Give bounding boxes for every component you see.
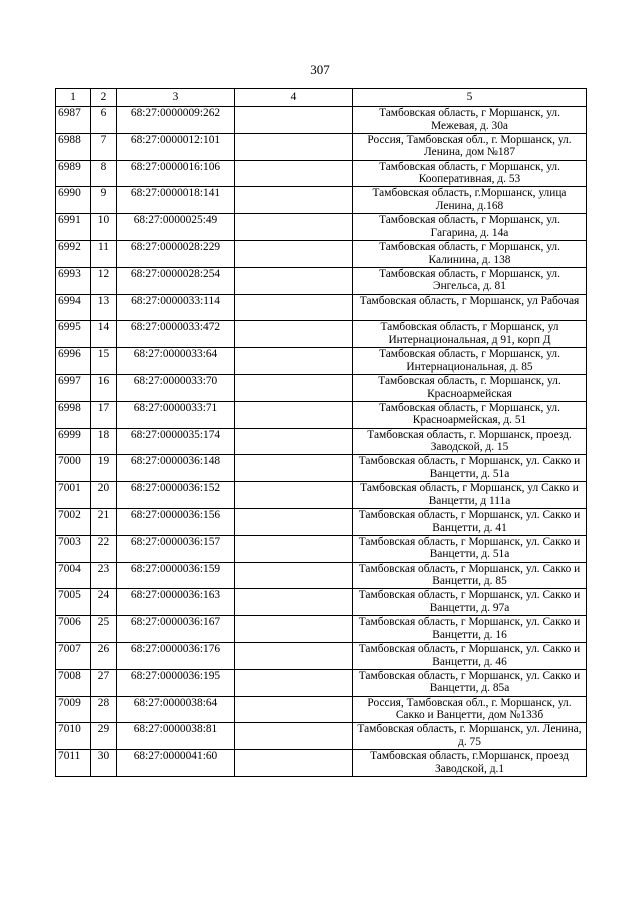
cadastral-number-cell: 68:27:0000036:157	[117, 535, 235, 562]
record-number-cell: 7000	[56, 455, 91, 482]
address-cell: Россия, Тамбовская обл., г. Моршанск, ул. Сакко и Ванцетти, дом №133б	[353, 696, 587, 723]
column-4-cell	[235, 428, 353, 455]
record-number-cell: 6994	[56, 294, 91, 321]
record-number-cell: 6997	[56, 374, 91, 401]
address-cell: Тамбовская область, г Моршанск, ул Рабочая	[353, 294, 587, 321]
index-cell: 10	[91, 214, 117, 241]
address-cell: Тамбовская область, г Моршанск, ул Интернациональная, д 91, корп Д	[353, 321, 587, 348]
table-row	[56, 562, 587, 589]
cadastral-number-cell: 68:27:0000036:156	[117, 508, 235, 535]
address-cell: Тамбовская область, г Моршанск, ул. Сакко и Ванцетти, д. 97а	[353, 589, 587, 616]
index-cell: 13	[91, 294, 117, 321]
table-row	[56, 616, 587, 643]
table-row	[56, 589, 587, 616]
index-cell: 24	[91, 589, 117, 616]
table-row	[56, 240, 587, 267]
record-number-cell: 6990	[56, 187, 91, 214]
cadastral-number-cell: 68:27:0000018:141	[117, 187, 235, 214]
column-4-cell	[235, 214, 353, 241]
record-number-cell: 6998	[56, 401, 91, 428]
table-row	[56, 214, 587, 241]
column-4-cell	[235, 723, 353, 750]
record-number-cell: 6995	[56, 321, 91, 348]
cadastral-number-cell: 68:27:0000033:71	[117, 401, 235, 428]
address-cell: Тамбовская область, г Моршанск, ул. Сакко и Ванцетти, д. 85а	[353, 669, 587, 696]
address-cell: Тамбовская область, г Моршанск, ул. Сакко и Ванцетти, д. 41	[353, 508, 587, 535]
table-row	[56, 723, 587, 750]
record-number-cell: 6988	[56, 133, 91, 160]
column-header: 3	[117, 89, 235, 107]
record-number-cell: 6996	[56, 348, 91, 375]
column-4-cell	[235, 642, 353, 669]
index-cell: 11	[91, 240, 117, 267]
record-number-cell: 7010	[56, 723, 91, 750]
index-cell: 28	[91, 696, 117, 723]
record-number-cell: 7006	[56, 616, 91, 643]
column-4-cell	[235, 508, 353, 535]
address-cell: Тамбовская область, г Моршанск, ул. Гагарина, д. 14а	[353, 214, 587, 241]
column-4-cell	[235, 187, 353, 214]
cadastral-number-cell: 68:27:0000036:163	[117, 589, 235, 616]
table-row	[56, 374, 587, 401]
column-4-cell	[235, 294, 353, 321]
address-cell: Тамбовская область, г. Моршанск, проезд. Заводской, д. 15	[353, 428, 587, 455]
record-number-cell: 7004	[56, 562, 91, 589]
record-number-cell: 6993	[56, 267, 91, 294]
column-4-cell	[235, 562, 353, 589]
registry-table	[55, 88, 587, 777]
table-row	[56, 321, 587, 348]
index-cell: 14	[91, 321, 117, 348]
record-number-cell: 7008	[56, 669, 91, 696]
table-row	[56, 642, 587, 669]
cadastral-number-cell: 68:27:0000009:262	[117, 107, 235, 134]
index-cell: 29	[91, 723, 117, 750]
table-row	[56, 696, 587, 723]
column-4-cell	[235, 321, 353, 348]
table-row	[56, 160, 587, 187]
cadastral-number-cell: 68:27:0000038:81	[117, 723, 235, 750]
table-row	[56, 294, 587, 321]
table-row	[56, 750, 587, 777]
index-cell: 23	[91, 562, 117, 589]
cadastral-number-cell: 68:27:0000041:60	[117, 750, 235, 777]
column-header: 2	[91, 89, 117, 107]
table-row	[56, 348, 587, 375]
address-cell: Тамбовская область, г. Моршанск, ул. Ленина, д. 75	[353, 723, 587, 750]
cadastral-number-cell: 68:27:0000033:70	[117, 374, 235, 401]
record-number-cell: 6989	[56, 160, 91, 187]
cadastral-number-cell: 68:27:0000036:195	[117, 669, 235, 696]
cadastral-number-cell: 68:27:0000012:101	[117, 133, 235, 160]
address-cell: Россия, Тамбовская обл., г. Моршанск, ул. Ленина, дом №187	[353, 133, 587, 160]
column-4-cell	[235, 589, 353, 616]
index-cell: 9	[91, 187, 117, 214]
record-number-cell: 6991	[56, 214, 91, 241]
column-4-cell	[235, 535, 353, 562]
column-4-cell	[235, 107, 353, 134]
cadastral-number-cell: 68:27:0000036:159	[117, 562, 235, 589]
index-cell: 25	[91, 616, 117, 643]
cadastral-number-cell: 68:27:0000028:254	[117, 267, 235, 294]
address-cell: Тамбовская область, г. Моршанск, ул. Красноармейская	[353, 374, 587, 401]
column-4-cell	[235, 669, 353, 696]
column-4-cell	[235, 616, 353, 643]
cadastral-number-cell: 68:27:0000033:114	[117, 294, 235, 321]
address-cell: Тамбовская область, г Моршанск, ул. Сакко и Ванцетти, д. 85	[353, 562, 587, 589]
address-cell: Тамбовская область, г Моршанск, ул. Сакко и Ванцетти, д. 51а	[353, 455, 587, 482]
registry-table-body	[56, 89, 587, 777]
address-cell: Тамбовская область, г Моршанск, ул Сакко и Ванцетти, д 111а	[353, 482, 587, 509]
column-4-cell	[235, 240, 353, 267]
record-number-cell: 7002	[56, 508, 91, 535]
column-4-cell	[235, 482, 353, 509]
cadastral-number-cell: 68:27:0000016:106	[117, 160, 235, 187]
record-number-cell: 7005	[56, 589, 91, 616]
index-cell: 22	[91, 535, 117, 562]
column-header: 5	[353, 89, 587, 107]
record-number-cell: 6992	[56, 240, 91, 267]
index-cell: 27	[91, 669, 117, 696]
index-cell: 20	[91, 482, 117, 509]
column-header: 4	[235, 89, 353, 107]
index-cell: 12	[91, 267, 117, 294]
column-header: 1	[56, 89, 91, 107]
cadastral-number-cell: 68:27:0000035:174	[117, 428, 235, 455]
table-row	[56, 669, 587, 696]
column-4-cell	[235, 696, 353, 723]
address-cell: Тамбовская область, г Моршанск, ул. Энгельса, д. 81	[353, 267, 587, 294]
cadastral-number-cell: 68:27:0000036:167	[117, 616, 235, 643]
index-cell: 16	[91, 374, 117, 401]
record-number-cell: 7007	[56, 642, 91, 669]
address-cell: Тамбовская область, г Моршанск, ул. Красноармейская, д. 51	[353, 401, 587, 428]
index-cell: 17	[91, 401, 117, 428]
index-cell: 6	[91, 107, 117, 134]
table-row	[56, 401, 587, 428]
index-cell: 18	[91, 428, 117, 455]
column-4-cell	[235, 133, 353, 160]
cadastral-number-cell: 68:27:0000038:64	[117, 696, 235, 723]
table-row	[56, 508, 587, 535]
cadastral-number-cell: 68:27:0000033:64	[117, 348, 235, 375]
address-cell: Тамбовская область, г Моршанск, ул. Межевая, д. 30а	[353, 107, 587, 134]
address-cell: Тамбовская область, г Моршанск, ул. Калинина, д. 138	[353, 240, 587, 267]
table-row	[56, 187, 587, 214]
table-header-row	[56, 89, 587, 107]
address-cell: Тамбовская область, г Моршанск, ул. Интернациональная, д. 85	[353, 348, 587, 375]
cadastral-number-cell: 68:27:0000036:152	[117, 482, 235, 509]
cadastral-number-cell: 68:27:0000025:49	[117, 214, 235, 241]
record-number-cell: 7009	[56, 696, 91, 723]
index-cell: 7	[91, 133, 117, 160]
table-row	[56, 428, 587, 455]
record-number-cell: 6987	[56, 107, 91, 134]
record-number-cell: 7003	[56, 535, 91, 562]
address-cell: Тамбовская область, г Моршанск, ул. Сакко и Ванцетти, д. 16	[353, 616, 587, 643]
address-cell: Тамбовская область, г.Моршанск, улица Ленина, д.168	[353, 187, 587, 214]
address-cell: Тамбовская область, г.Моршанск, проезд Заводской, д.1	[353, 750, 587, 777]
index-cell: 30	[91, 750, 117, 777]
index-cell: 8	[91, 160, 117, 187]
index-cell: 26	[91, 642, 117, 669]
cadastral-number-cell: 68:27:0000036:176	[117, 642, 235, 669]
table-row	[56, 482, 587, 509]
cadastral-number-cell: 68:27:0000036:148	[117, 455, 235, 482]
record-number-cell: 6999	[56, 428, 91, 455]
record-number-cell: 7011	[56, 750, 91, 777]
index-cell: 15	[91, 348, 117, 375]
address-cell: Тамбовская область, г Моршанск, ул. Кооперативная, д. 53	[353, 160, 587, 187]
column-4-cell	[235, 455, 353, 482]
column-4-cell	[235, 401, 353, 428]
column-4-cell	[235, 348, 353, 375]
address-cell: Тамбовская область, г Моршанск, ул. Сакко и Ванцетти, д. 51а	[353, 535, 587, 562]
column-4-cell	[235, 267, 353, 294]
table-row	[56, 267, 587, 294]
column-4-cell	[235, 750, 353, 777]
cadastral-number-cell: 68:27:0000033:472	[117, 321, 235, 348]
page-number: 307	[310, 62, 330, 77]
record-number-cell: 7001	[56, 482, 91, 509]
index-cell: 19	[91, 455, 117, 482]
column-4-cell	[235, 374, 353, 401]
cadastral-number-cell: 68:27:0000028:229	[117, 240, 235, 267]
table-row	[56, 133, 587, 160]
table-row	[56, 535, 587, 562]
column-4-cell	[235, 160, 353, 187]
table-row	[56, 455, 587, 482]
table-row	[56, 107, 587, 134]
index-cell: 21	[91, 508, 117, 535]
address-cell: Тамбовская область, г Моршанск, ул. Сакко и Ванцетти, д. 46	[353, 642, 587, 669]
